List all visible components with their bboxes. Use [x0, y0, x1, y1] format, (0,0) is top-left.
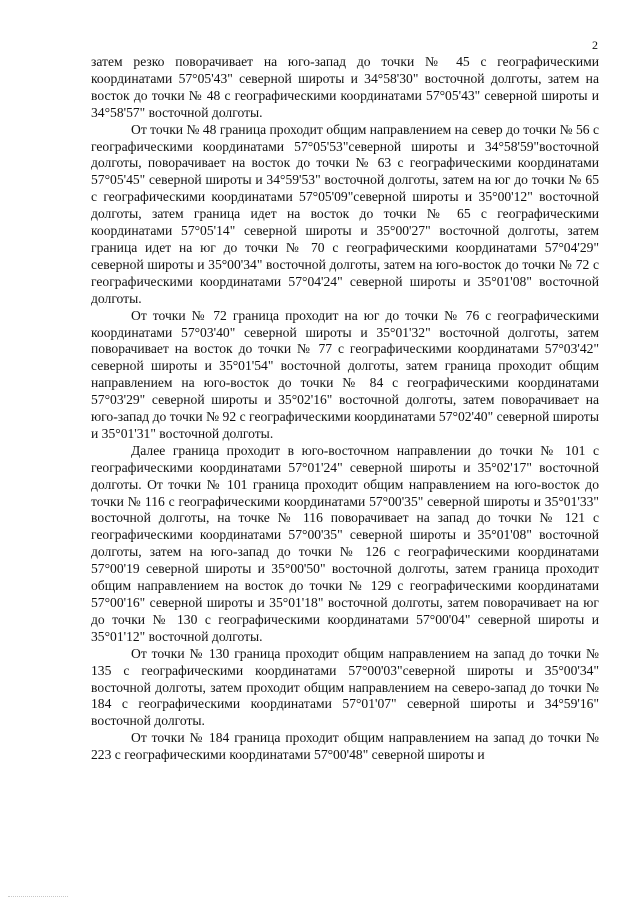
paragraph-3: От точки № 72 граница проходит на юг до точки № 76 с географическими координатами 57°03'40" северной широты и 35°01'32" восточной долготы, затем поворачивает на восток до точки № 77 с географическими координатами 57°03'42" северной широты и 35°01'54" восточной долготы, затем граница проходит общим направлением на юго-восток до точки № 84 с географическими координатами 57°03'29" северной широты и 35°02'16" восточной долготы, затем поворачивает на юго-запад до точки № 92 с географическими координатами 57°02'40" северной широты и 35°01'31" восточной долготы. [91, 307, 599, 441]
paragraph-4: Далее граница проходит в юго-восточном направлении до точки № 101 с географическими координатами 57°01'24" северной широты и 35°02'17" восточной долготы. От точки № 101 граница проходит общим направлением на юго-восток до точки № 116 с географическими координатами 57°00'35" северной широты и 35°01'33" восточной долготы, на точке № 116 поворачивает на запад до точки № 121 с географическими координатами 57°00'35" северной широты и 35°01'08" восточной долготы, затем на юго-запад до точки № 126 с географическими координатами 57°00'19 северной широты и 35°00'50" восточной долготы, затем граница проходит общим направлением на восток до точки № 129 с географическими координатами 57°00'16" северной широты и 35°01'18" восточной долготы, затем поворачивает на юг до точки № 130 с географическими координатами 57°00'04" северной широты и 35°01'12" восточной долготы. [91, 442, 599, 644]
page-number: 2 [592, 38, 598, 52]
paragraph-1: затем резко поворачивает на юго-запад до точки № 45 с географическими координатами 57°05'43" северной широты и 34°58'30" восточной долготы, затем на восток до точки № 48 с географическими координатами 57°05'43" северной широты и 34°58'57" восточной долготы. [91, 54, 599, 120]
paragraph-2: От точки № 48 граница проходит общим направлением на север до точки № 56 с географическими координатами 57°05'53"северной широты и 34°58'59"восточной долготы, поворачивает на восток до точки № 63 с географическими координатами 57°05'45" северной широты и 34°59'53" восточной долготы, затем на юг до точки № 65 с географическими координатами 57°05'09"северной широты и 35°00'12" восточной долготы, затем граница идет на восток до точки № 65 с географическими координатами 57°05'14" северной широты и 35°00'27" восточной долготы, затем граница идет на юг до точки № 70 с географическими координатами 57°04'29" северной широты и 35°00'34" восточной долготы, затем на юго-восток до точки № 72 с географическими координатами 57°04'24" северной широты и 35°01'08" восточной долготы. [91, 121, 599, 306]
document-body [91, 54, 599, 764]
scan-edge-mark [8, 896, 68, 901]
paragraph-6: От точки № 184 граница проходит общим направлением на запад до точки № 223 с географическими координатами 57°00'48" северной широты и [91, 730, 599, 763]
paragraph-5: От точки № 130 граница проходит общим направлением на запад до точки № 135 с географическими координатами 57°00'03"северной широты и 35°00'34" восточной долготы, затем проходит общим направлением на северо-запад до точки № 184 с географическими координатами 57°01'07" северной широты и 34°59'16" восточной долготы. [91, 645, 599, 729]
